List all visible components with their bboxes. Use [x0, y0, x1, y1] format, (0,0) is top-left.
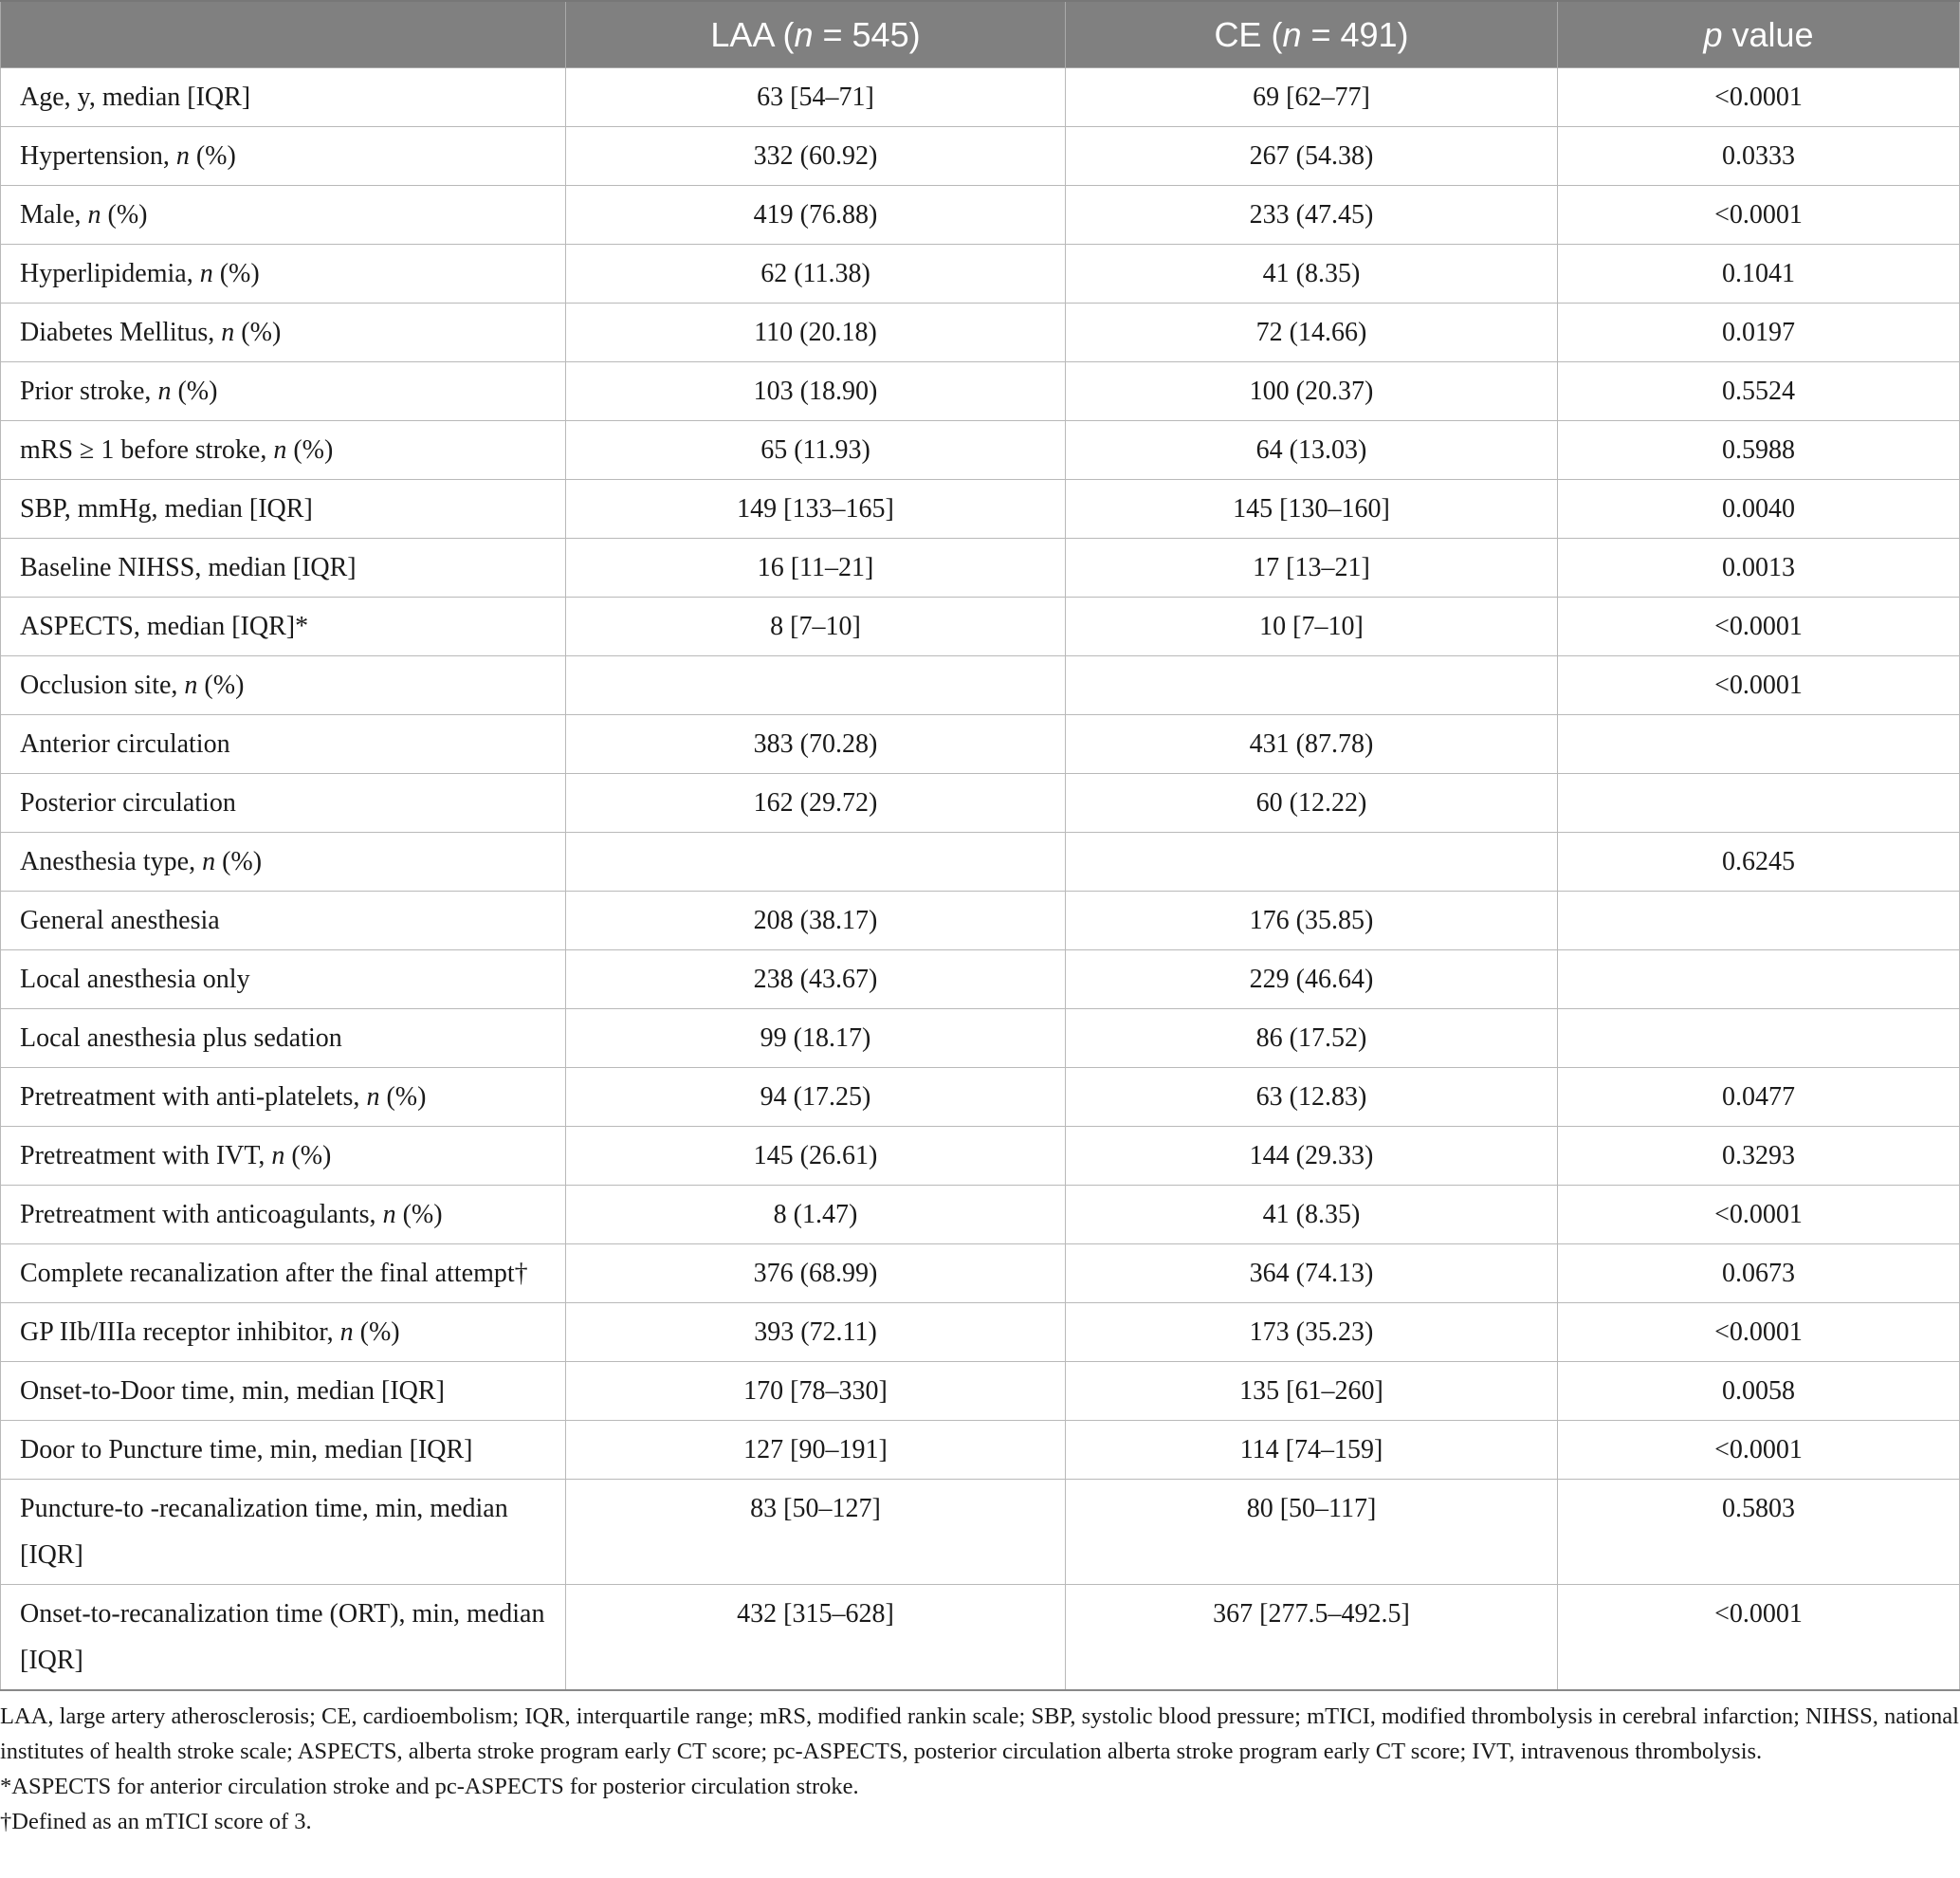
p-value: 0.0197 [1558, 304, 1960, 362]
table-row [1, 421, 1960, 480]
header-p-value: p value [1558, 1, 1960, 68]
p-value: <0.0001 [1558, 68, 1960, 127]
ce-value: 431 (87.78) [1066, 715, 1558, 774]
laa-value: 83 [50–127] [566, 1480, 1066, 1585]
p-value: <0.0001 [1558, 1186, 1960, 1244]
laa-value: 103 (18.90) [566, 362, 1066, 421]
row-label: Occlusion site, n (%) [1, 656, 566, 715]
table-row [1, 950, 1960, 1009]
p-value: 0.6245 [1558, 833, 1960, 892]
row-label: ASPECTS, median [IQR]* [1, 598, 566, 656]
laa-value: 332 (60.92) [566, 127, 1066, 186]
p-value: 0.5803 [1558, 1480, 1960, 1585]
p-value: <0.0001 [1558, 1303, 1960, 1362]
row-label: Posterior circulation [1, 774, 566, 833]
ce-value: 135 [61–260] [1066, 1362, 1558, 1421]
p-value [1558, 774, 1960, 833]
p-value [1558, 715, 1960, 774]
row-label: Door to Puncture time, min, median [IQR] [1, 1421, 566, 1480]
row-label: General anesthesia [1, 892, 566, 950]
table-row [1, 304, 1960, 362]
ce-value: 145 [130–160] [1066, 480, 1558, 539]
header-row [1, 1, 1960, 68]
header-laa: LAA (n = 545) [566, 1, 1066, 68]
laa-value: 432 [315–628] [566, 1585, 1066, 1691]
laa-value [566, 656, 1066, 715]
laa-value: 127 [90–191] [566, 1421, 1066, 1480]
ce-value: 114 [74–159] [1066, 1421, 1558, 1480]
p-value: 0.0040 [1558, 480, 1960, 539]
row-label: Anesthesia type, n (%) [1, 833, 566, 892]
ce-value: 64 (13.03) [1066, 421, 1558, 480]
ce-value: 41 (8.35) [1066, 1186, 1558, 1244]
laa-value: 419 (76.88) [566, 186, 1066, 245]
table-row [1, 833, 1960, 892]
p-value: 0.5524 [1558, 362, 1960, 421]
table-row [1, 1362, 1960, 1421]
table-row [1, 598, 1960, 656]
laa-value: 383 (70.28) [566, 715, 1066, 774]
ce-value: 17 [13–21] [1066, 539, 1558, 598]
ce-value: 86 (17.52) [1066, 1009, 1558, 1068]
ce-value: 72 (14.66) [1066, 304, 1558, 362]
ce-value: 41 (8.35) [1066, 245, 1558, 304]
table-row [1, 774, 1960, 833]
laa-value: 393 (72.11) [566, 1303, 1066, 1362]
row-label: Anterior circulation [1, 715, 566, 774]
row-label: Pretreatment with anti-platelets, n (%) [1, 1068, 566, 1127]
table-row [1, 245, 1960, 304]
p-value: 0.0477 [1558, 1068, 1960, 1127]
ce-value [1066, 656, 1558, 715]
row-label: Local anesthesia plus sedation [1, 1009, 566, 1068]
row-label: GP IIb/IIIa receptor inhibitor, n (%) [1, 1303, 566, 1362]
laa-value: 170 [78–330] [566, 1362, 1066, 1421]
p-value [1558, 892, 1960, 950]
table-row [1, 1303, 1960, 1362]
table-row [1, 1068, 1960, 1127]
table-row [1, 127, 1960, 186]
p-value: <0.0001 [1558, 1585, 1960, 1691]
table-row [1, 480, 1960, 539]
table-row [1, 1009, 1960, 1068]
row-label: Puncture-to -recanalization time, min, median [IQR] [1, 1480, 566, 1585]
laa-value: 238 (43.67) [566, 950, 1066, 1009]
p-value: 0.0333 [1558, 127, 1960, 186]
table-row [1, 1585, 1960, 1691]
laa-value: 99 (18.17) [566, 1009, 1066, 1068]
ce-value: 176 (35.85) [1066, 892, 1558, 950]
ce-value: 229 (46.64) [1066, 950, 1558, 1009]
row-label: Local anesthesia only [1, 950, 566, 1009]
laa-value: 94 (17.25) [566, 1068, 1066, 1127]
table-footnotes [0, 1691, 1960, 1839]
laa-value: 16 [11–21] [566, 539, 1066, 598]
footnote-dagger: †Defined as an mTICI score of 3. [0, 1809, 312, 1834]
ce-value: 60 (12.22) [1066, 774, 1558, 833]
laa-value: 8 (1.47) [566, 1186, 1066, 1244]
ce-value: 80 [50–117] [1066, 1480, 1558, 1585]
ce-value: 267 (54.38) [1066, 127, 1558, 186]
footnote-abbreviations: LAA, large artery atherosclerosis; CE, cardioembolism; IQR, interquartile range; mRS, modified rankin scale; SBP, systolic blood pressure; mTICI, modified thrombolysis in cerebral infarction; NIHSS, national institutes of health stroke scale; ASPECTS, alberta stroke program early CT score; pc-ASPECTS, posterior circulation alberta stroke program early CT score; IVT, intravenous thrombolysis. [0, 1703, 1959, 1764]
laa-value: 162 (29.72) [566, 774, 1066, 833]
laa-value: 8 [7–10] [566, 598, 1066, 656]
ce-value: 233 (47.45) [1066, 186, 1558, 245]
p-value: 0.1041 [1558, 245, 1960, 304]
row-label: Male, n (%) [1, 186, 566, 245]
ce-value: 63 (12.83) [1066, 1068, 1558, 1127]
ce-value: 364 (74.13) [1066, 1244, 1558, 1303]
ce-value: 100 (20.37) [1066, 362, 1558, 421]
ce-value [1066, 833, 1558, 892]
ce-value: 144 (29.33) [1066, 1127, 1558, 1186]
row-label: SBP, mmHg, median [IQR] [1, 480, 566, 539]
table-row [1, 1480, 1960, 1585]
header-label-column [1, 1, 566, 68]
laa-value: 149 [133–165] [566, 480, 1066, 539]
p-value: 0.0058 [1558, 1362, 1960, 1421]
table-row [1, 68, 1960, 127]
table-row [1, 892, 1960, 950]
p-value: 0.5988 [1558, 421, 1960, 480]
laa-value: 376 (68.99) [566, 1244, 1066, 1303]
p-value: <0.0001 [1558, 186, 1960, 245]
laa-value: 110 (20.18) [566, 304, 1066, 362]
table-row [1, 1186, 1960, 1244]
row-label: Complete recanalization after the final attempt† [1, 1244, 566, 1303]
p-value: 0.3293 [1558, 1127, 1960, 1186]
table-row [1, 1127, 1960, 1186]
row-label: Pretreatment with anticoagulants, n (%) [1, 1186, 566, 1244]
row-label: mRS ≥ 1 before stroke, n (%) [1, 421, 566, 480]
laa-value [566, 833, 1066, 892]
row-label: Diabetes Mellitus, n (%) [1, 304, 566, 362]
p-value: <0.0001 [1558, 598, 1960, 656]
laa-value: 208 (38.17) [566, 892, 1066, 950]
table-row [1, 539, 1960, 598]
p-value: <0.0001 [1558, 1421, 1960, 1480]
ce-value: 10 [7–10] [1066, 598, 1558, 656]
table-row [1, 186, 1960, 245]
ce-value: 173 (35.23) [1066, 1303, 1558, 1362]
laa-value: 63 [54–71] [566, 68, 1066, 127]
row-label: Hyperlipidemia, n (%) [1, 245, 566, 304]
p-value [1558, 950, 1960, 1009]
row-label: Onset-to-recanalization time (ORT), min, median [IQR] [1, 1585, 566, 1691]
ce-value: 367 [277.5–492.5] [1066, 1585, 1558, 1691]
row-label: Baseline NIHSS, median [IQR] [1, 539, 566, 598]
footnote-asterisk: *ASPECTS for anterior circulation stroke and pc-ASPECTS for posterior circulation stroke. [0, 1774, 859, 1799]
laa-value: 65 (11.93) [566, 421, 1066, 480]
ce-value: 69 [62–77] [1066, 68, 1558, 127]
row-label: Hypertension, n (%) [1, 127, 566, 186]
table-row [1, 656, 1960, 715]
row-label: Prior stroke, n (%) [1, 362, 566, 421]
table-row [1, 715, 1960, 774]
laa-value: 145 (26.61) [566, 1127, 1066, 1186]
table-row [1, 362, 1960, 421]
table-row [1, 1244, 1960, 1303]
table-body [1, 68, 1960, 1691]
laa-value: 62 (11.38) [566, 245, 1066, 304]
header-ce: CE (n = 491) [1066, 1, 1558, 68]
p-value: 0.0673 [1558, 1244, 1960, 1303]
row-label: Pretreatment with IVT, n (%) [1, 1127, 566, 1186]
p-value [1558, 1009, 1960, 1068]
table-row [1, 1421, 1960, 1480]
p-value: 0.0013 [1558, 539, 1960, 598]
p-value: <0.0001 [1558, 656, 1960, 715]
row-label: Age, y, median [IQR] [1, 68, 566, 127]
row-label: Onset-to-Door time, min, median [IQR] [1, 1362, 566, 1421]
